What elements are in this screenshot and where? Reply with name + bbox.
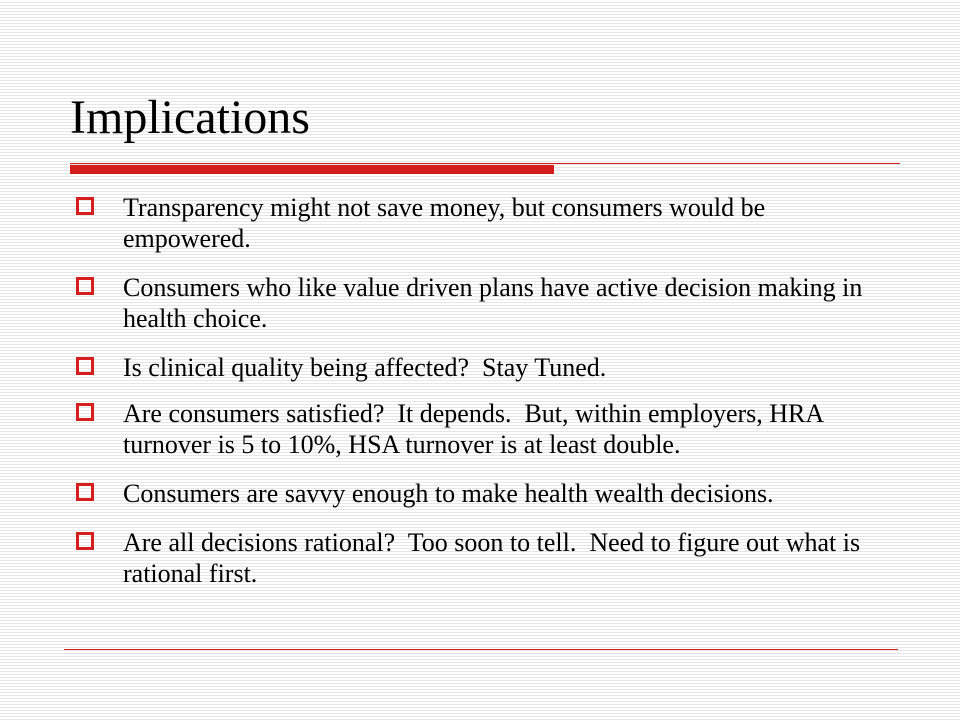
- bullet-text: Are consumers satisfied? It depends. But, within employers, HRA turnover is 5 to 10%, HSA turnover is at least double.: [123, 399, 830, 459]
- square-bullet-icon: [76, 277, 94, 295]
- bullet-list: [76, 192, 876, 607]
- bullet-item: [76, 478, 876, 509]
- bullet-text: Consumers who like value driven plans have active decision making in health choice.: [123, 273, 869, 333]
- bullet-item: [76, 527, 876, 589]
- slide-title: Implications: [70, 91, 310, 144]
- title-underline-thin: [70, 163, 900, 164]
- square-bullet-icon: [76, 403, 94, 421]
- bullet-item: [76, 352, 876, 383]
- square-bullet-icon: [76, 532, 94, 550]
- footer-divider: [64, 649, 898, 650]
- bullet-text: Are all decisions rational? Too soon to tell. Need to figure out what is rational first.: [123, 528, 867, 588]
- bullet-text: Is clinical quality being affected? Stay Tuned.: [123, 353, 607, 382]
- bullet-item: [76, 272, 876, 334]
- title-underline-accent: [70, 165, 554, 174]
- bullet-text: Consumers are savvy enough to make health wealth decisions.: [123, 479, 774, 508]
- bullet-item: [76, 192, 876, 254]
- bullet-item: [76, 398, 876, 460]
- bullet-text: Transparency might not save money, but consumers would be empowered.: [123, 193, 772, 253]
- square-bullet-icon: [76, 357, 94, 375]
- square-bullet-icon: [76, 197, 94, 215]
- square-bullet-icon: [76, 483, 94, 501]
